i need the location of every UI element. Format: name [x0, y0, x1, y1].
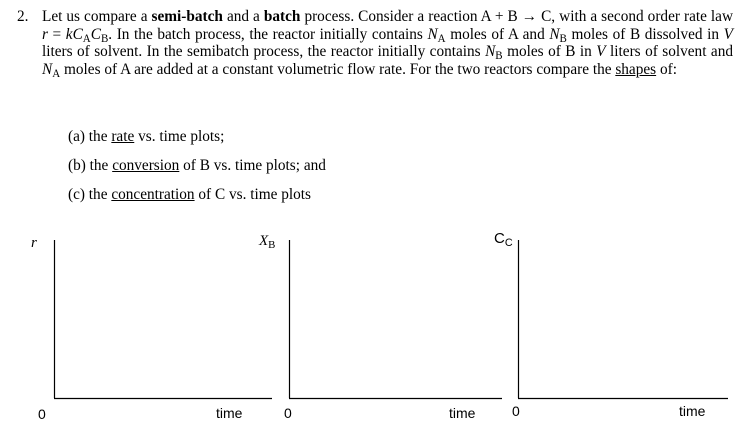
part-b: (b) the conversion of B vs. time plots; and [68, 157, 326, 174]
plot-rate-ylabel: r [31, 235, 37, 251]
plot-conversion-ylabel: $X_B$ [259, 233, 276, 252]
plot-conversion-xlabel: time [449, 405, 476, 421]
plot-concentration-axes [518, 240, 728, 399]
plot-conversion-origin: 0 [284, 405, 292, 421]
reaction-arrow-icon: → [521, 8, 538, 25]
question-text: Let us compare a semi-batch and a batch process. Consider a reaction A + B → C, with a second order rate law $r = kC_AC_B$. In the batch process, the reactor initially contains $N_A$ moles of A and $N_B$ moles of B dissolved in V liters of solvent. In the semibatch process, the reactor initially contains $N_B$ moles of B in V liters of solvent and $N_A$ moles of A are added at a constant volumetric flow rate. For the two reactors compare the shapes of: [42, 8, 734, 80]
plot-rate-axes [54, 240, 272, 399]
plot-concentration-origin: 0 [512, 403, 520, 419]
question-number: 2. [17, 8, 29, 25]
plot-conversion-axes [289, 240, 502, 399]
plot-concentration-xlabel: time [679, 403, 706, 419]
part-c: (c) the concentration of C vs. time plots [68, 186, 312, 203]
plot-rate-xlabel: time [216, 405, 243, 421]
part-a: (a) the rate vs. time plots; [68, 128, 225, 145]
plot-concentration-ylabel: $C_C$ [494, 230, 513, 250]
shapes-underlined: shapes [615, 60, 657, 78]
plot-rate-origin: 0 [38, 406, 46, 422]
